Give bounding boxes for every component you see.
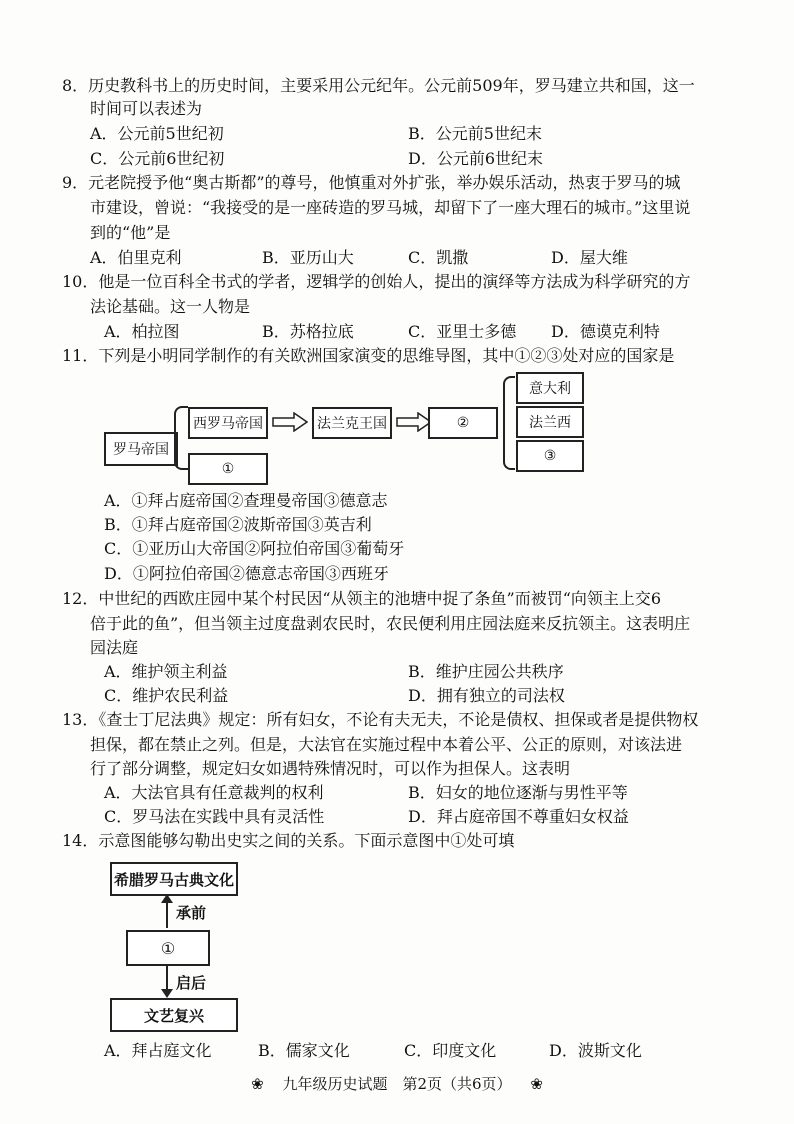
- q8-option-d: D．公元前6世纪末: [408, 149, 544, 168]
- q12-option-b: B．维护庄园公共秩序: [408, 662, 564, 681]
- node-blank-2: ②: [428, 407, 498, 439]
- q12-stem-line1: 12．中世纪的西欧庄园中某个村民因“从领主的池塘中捉了条鱼”而被罚“向领主上交6: [62, 589, 662, 608]
- footer-ornament-left: ❀: [251, 1075, 264, 1093]
- label-inherit: 承前: [176, 904, 207, 922]
- q10-option-d: D．德谟克利特: [551, 322, 660, 341]
- q9-option-c: C．凯撒: [408, 248, 469, 267]
- q12-stem-line3: 园法庭: [90, 638, 139, 657]
- q10-option-a: A．柏拉图: [104, 322, 180, 341]
- q11-option-d: D．①阿拉伯帝国②德意志帝国③西班牙: [104, 564, 389, 583]
- q14-option-d: D．波斯文化: [549, 1041, 642, 1060]
- footer-ornament-right: ❀: [530, 1075, 543, 1093]
- q13-option-c: C．罗马法在实践中具有灵活性: [104, 807, 325, 826]
- node-roman-empire: 罗马帝国: [104, 432, 178, 466]
- node-italy: 意大利: [516, 372, 584, 404]
- q12-stem-line2: 倍于此的鱼”，但当领主过度盘剥农民时，农民便利用庄园法庭来反抗领主。这表明庄: [90, 614, 691, 633]
- q8-option-b: B．公元前5世纪末: [408, 124, 542, 143]
- q11-stem-line1: 11．下列是小明同学制作的有关欧洲国家演变的思维导图，其中①②③处对应的国家是: [62, 346, 675, 365]
- q9-stem-line1: 9．元老院授予他“奥古斯都”的尊号，他慎重对外扩张，举办娱乐活动，热衷于罗马的城: [62, 173, 681, 192]
- q9-option-a: A．伯里克利: [90, 248, 182, 267]
- node-blank-1: ①: [188, 453, 268, 485]
- q8-option-a: A．公元前5世纪初: [90, 124, 224, 143]
- q12-option-c: C．维护农民利益: [104, 686, 229, 705]
- q13-option-b: B．妇女的地位逐渐与男性平等: [408, 783, 628, 802]
- q11-option-a: A．①拜占庭帝国②查理曼帝国③德意志: [104, 491, 388, 510]
- q9-stem-line2: 市建设，曾说：“我接受的是一座砖造的罗马城，却留下了一座大理石的城市。”这里说: [90, 198, 691, 217]
- q14-option-c: C．印度文化: [404, 1041, 497, 1060]
- node-classical-culture: 希腊罗马古典文化: [110, 862, 238, 896]
- q8-option-c: C．公元前6世纪初: [90, 149, 225, 168]
- arrow-right-2: [396, 412, 432, 432]
- brace-blank-2: [503, 376, 515, 470]
- node-renaissance: 文艺复兴: [110, 998, 238, 1032]
- q13-option-d: D．拜占庭帝国不尊重妇女权益: [408, 807, 629, 826]
- node-blank-3: ③: [516, 440, 584, 472]
- arrow-right-1: [272, 412, 308, 432]
- arrow-up: [160, 893, 174, 929]
- q13-stem-line3: 行了部分调整，规定妇女如遇特殊情况时，可以作为担保人。这表明: [90, 759, 571, 778]
- node-west-roman-empire: 西罗马帝国: [188, 407, 268, 439]
- q10-option-c: C．亚里士多德: [408, 322, 517, 341]
- q8-stem-line1: 8．历史教科书上的历史时间，主要采用公元纪年。公元前509年，罗马建立共和国，这一: [62, 76, 695, 95]
- q11-option-b: B．①拜占庭帝国②波斯帝国③英吉利: [104, 515, 372, 534]
- q9-option-b: B．亚历山大: [262, 248, 354, 267]
- q9-option-d: D．屋大维: [551, 248, 628, 267]
- q14-option-a: A．拜占庭文化: [104, 1041, 212, 1060]
- label-inspire: 启后: [176, 974, 207, 992]
- q13-option-a: A．大法官具有任意裁判的权利: [104, 783, 324, 802]
- q10-stem-line2: 法论基础。这一人物是: [90, 297, 251, 316]
- q12-option-a: A．维护领主利益: [104, 662, 228, 681]
- q9-stem-line3: 到的“他”是: [90, 223, 171, 242]
- node-frankish-kingdom: 法兰克王国: [312, 407, 392, 439]
- q11-option-c: C．①亚历山大帝国②阿拉伯帝国③葡萄牙: [104, 539, 405, 558]
- q8-stem-line2: 时间可以表述为: [90, 99, 203, 118]
- node-france: 法兰西: [516, 406, 584, 438]
- q10-stem-line1: 10．他是一位百科全书式的学者，逻辑学的创始人，提出的演绎等方法成为科学研究的方: [62, 272, 691, 291]
- q14-option-b: B．儒家文化: [258, 1041, 350, 1060]
- q10-option-b: B．苏格拉底: [262, 322, 354, 341]
- q14-stem-line1: 14．示意图能够勾勒出史实之间的关系。下面示意图中①处可填: [62, 831, 515, 850]
- brace-roman: [174, 406, 188, 470]
- arrow-down: [160, 963, 174, 999]
- node-blank-1: ①: [126, 930, 210, 966]
- footer-page-info: 九年级历史试题 第2页（共6页）: [282, 1075, 512, 1093]
- q12-option-d: D．拥有独立的司法权: [408, 686, 565, 705]
- q13-stem-line1: 13．《查士丁尼法典》规定：所有妇女，不论有夫无夫，不论是债权、担保或者是提供物权: [62, 710, 699, 729]
- page-footer: [0, 1073, 794, 1094]
- q13-stem-line2: 担保，都在禁止之列。但是，大法官在实施过程中本着公平、公正的原则，对该法进: [90, 735, 683, 754]
